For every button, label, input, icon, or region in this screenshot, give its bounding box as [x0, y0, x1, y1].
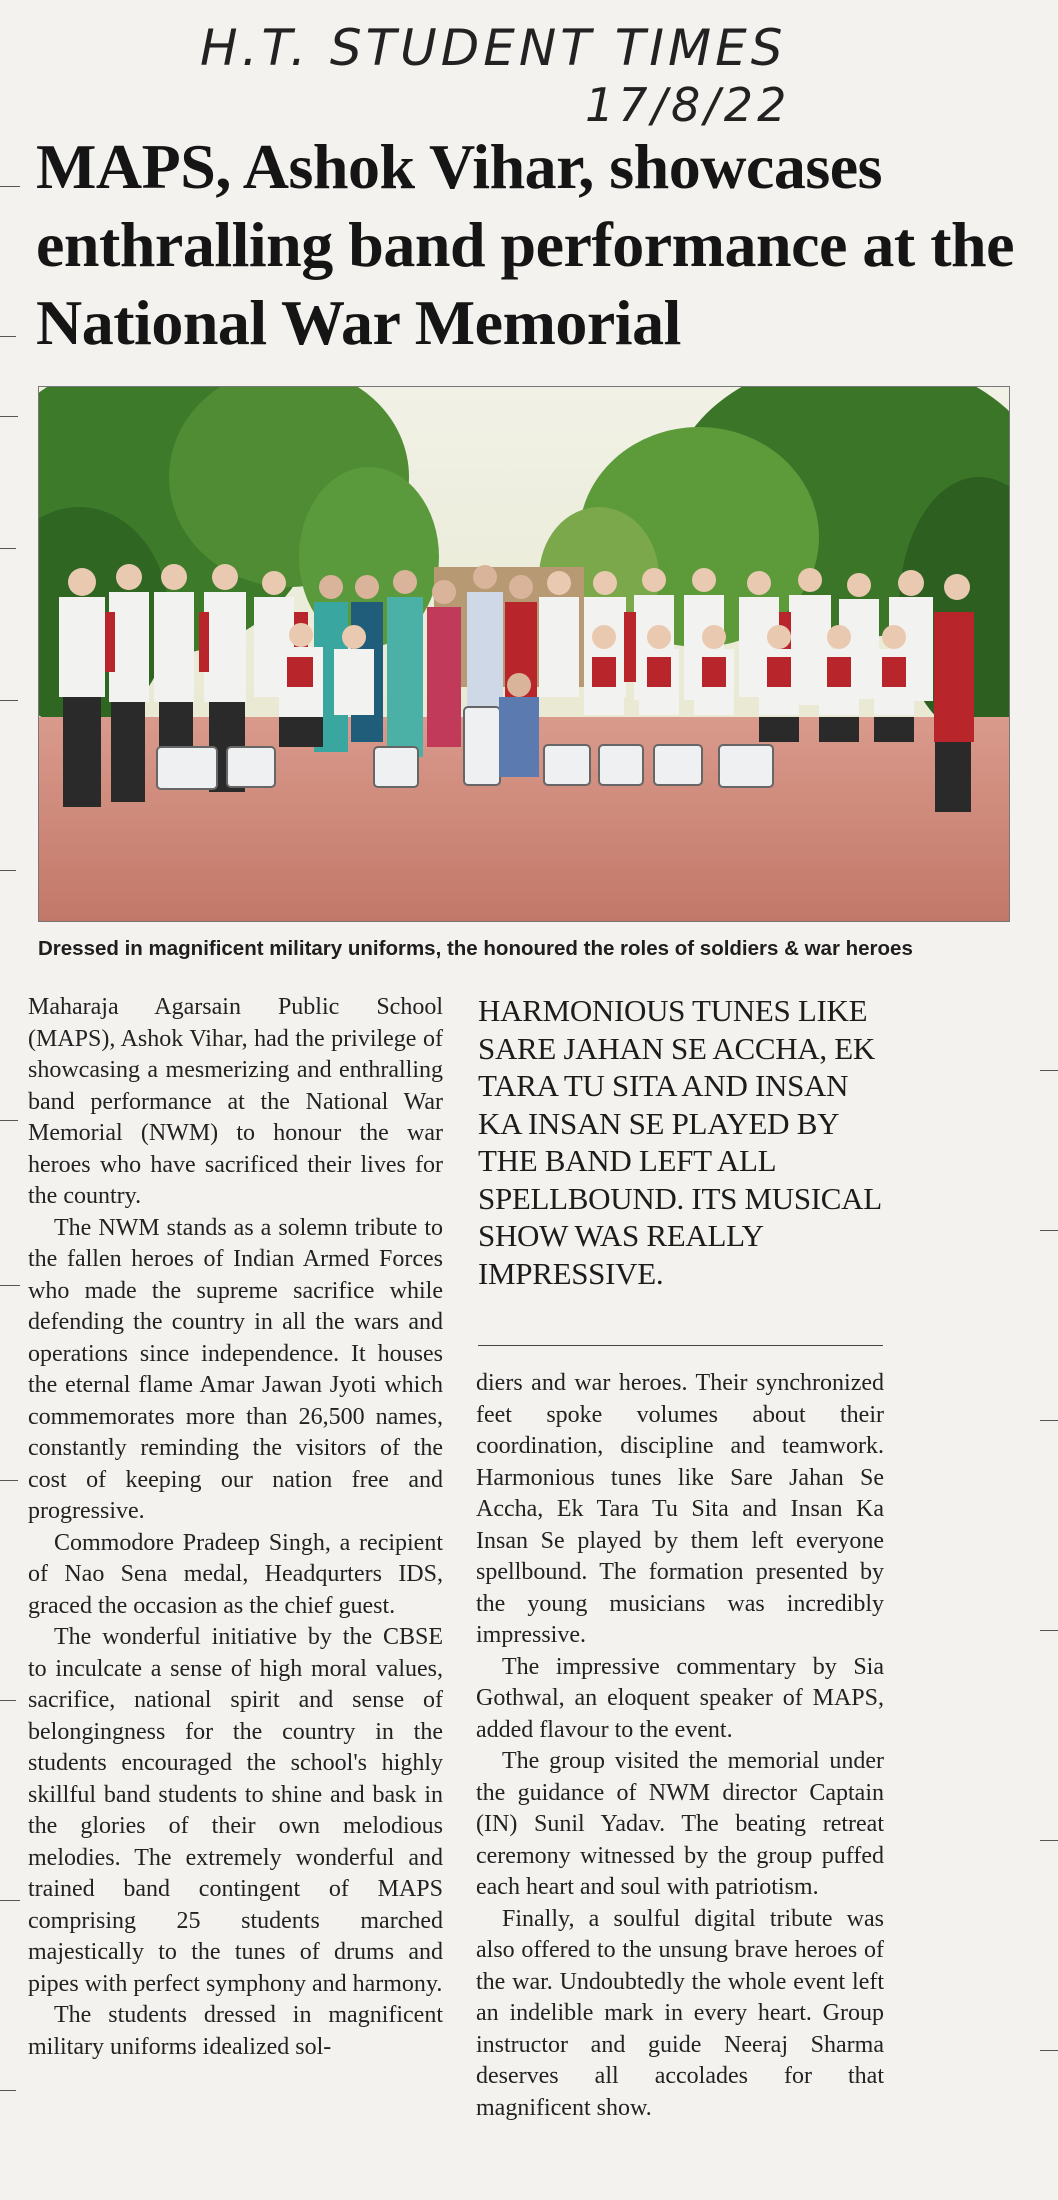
paragraph: The NWM stands as a solemn tribute to the fallen heroes of Indian Armed Forces who made the supreme sacrifice while defending the country in all the wars and operations since independence. It houses the eternal flame Amar Jawan Jyoti which commemorates more than 26,500 names, constantly reminding the visitors of the cost of keeping our nation free and progressive.	[28, 1214, 443, 1524]
handwritten-publication: H.T. STUDENT TIMES	[200, 19, 787, 77]
paragraph: The wonderful initiative by the CBSE to inculcate a sense of high moral values, sacrifice, national spirit and sense of belongingness for the country in the students encouraged the school's highly skillful band students to shine and bask in the glories of their own melodious melodies. The extremely wonderful and trained band contingent of MAPS comprising 25 students marched majestically to the tunes of drums and pipes with perfect symphony and harmony.	[28, 1624, 443, 1997]
paragraph: Finally, a soulful digital tribute was also offered to the unsung brave heroes of the war. Undoubtedly the whole event left an indelible mark in every heart. Group instructor and guide Neeraj Sharma deserves all accolades for that magnificent show.	[476, 1905, 884, 2121]
band-photo-illustration	[39, 387, 1009, 921]
paragraph: The impressive commentary by Sia Gothwal, an eloquent speaker of MAPS, added flavour to the event.	[476, 1653, 884, 1743]
pull-quote-divider	[478, 1345, 883, 1346]
paragraph: diers and war heroes. Their synchronized feet spoke volumes about their coordination, discipline and teamwork. Harmonious tunes like Sare Jahan Se Accha, Ek Tara Tu Sita and Insan Ka Insan Se played by them left everyone spellbound. The formation presented by the young musicians was incredibly impressive.	[476, 1370, 884, 1648]
band-photo	[38, 386, 1010, 922]
article-column-1	[28, 992, 443, 2063]
pull-quote: HARMONIOUS TUNES LIKE SARE JAHAN SE ACCHA, EK TARA TU SITA AND INSAN KA INSAN SE PLAYED BY THE BAND LEFT ALL SPELLBOUND. ITS MUSICAL SHOW WAS REALLY IMPRESSIVE.	[478, 993, 881, 1291]
photo-caption: Dressed in magnificent military uniforms, the honoured the roles of soldiers & war heroes	[38, 937, 913, 960]
paragraph: The students dressed in magnificent military uniforms idealized sol-	[28, 2002, 443, 2060]
paragraph: The group visited the memorial under the guidance of NWM director Captain (IN) Sunil Yadav. The beating retreat ceremony witnessed by the group puffed each heart and soul with patriotism.	[476, 1748, 884, 1900]
paragraph: Maharaja Agarsain Public School (MAPS), Ashok Vihar, had the privilege of showcasing a mesmerizing and enthralling band performance at the National War Memorial (NWM) to honour the war heroes who have sacrificed their lives for the country.	[28, 994, 443, 1209]
handwritten-date: 17/8/22	[585, 78, 791, 132]
paragraph: Commodore Pradeep Singh, a recipient of Nao Sena medal, Headqurters IDS, graced the occasion as the chief guest.	[28, 1529, 443, 1619]
handwritten-annotation	[200, 18, 900, 132]
article-headline: MAPS, Ashok Vihar, showcases enthralling band performance at the National War Memorial	[36, 131, 1014, 358]
article-column-2	[476, 1368, 884, 2124]
